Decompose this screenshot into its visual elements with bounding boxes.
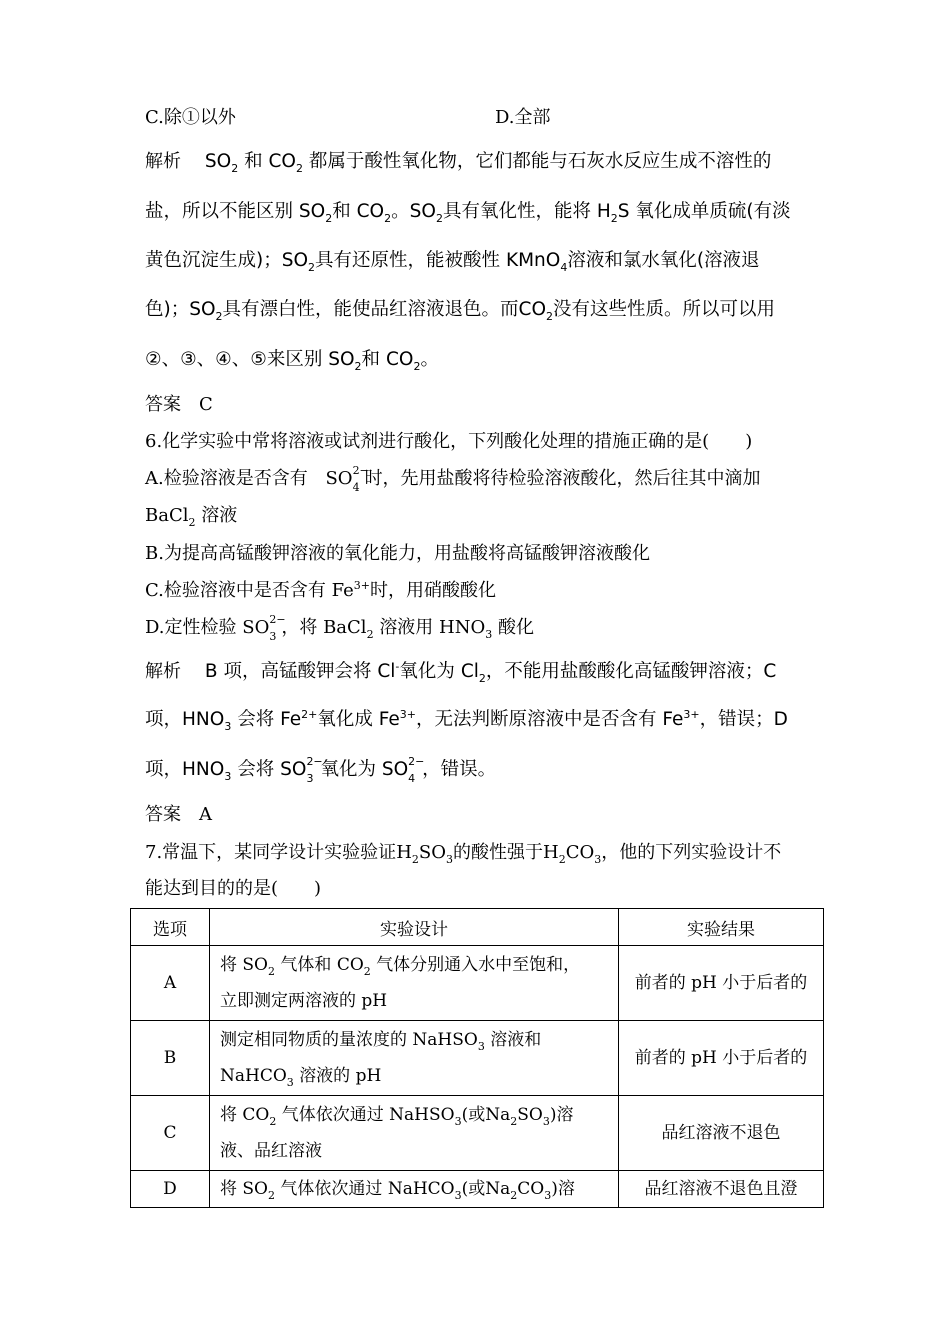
table-row xyxy=(131,1171,824,1208)
table-cell-option: D xyxy=(131,1171,210,1208)
ion-so4: SO 2− 4 xyxy=(325,464,369,494)
table-row xyxy=(131,1021,824,1096)
q5-option-d: D.全部 xyxy=(495,107,551,128)
q6-option-a-line-2: BaCl$_2$ 溶液 xyxy=(145,505,238,529)
table-cell-design: 测定相同物质的量浓度的 NaHSO$_3$ 溶液和 NaHCO$_3$ 溶液的 pH xyxy=(210,1021,619,1096)
table-cell-option: C xyxy=(131,1096,210,1171)
q5-explanation-line-2: 盐，所以不能区别 $SO_2$和 $CO_2$。$SO_2$具有氧化性，能将 $H_2S$ 氧化成单质硫(有淡 xyxy=(145,201,791,225)
table-cell-option: B xyxy=(131,1021,210,1096)
table-cell-result: 前者的 pH 小于后者的 xyxy=(619,1021,824,1096)
ion-so3: SO 2− 3 xyxy=(242,613,286,643)
answer-value: C xyxy=(199,394,213,415)
q5-answer xyxy=(145,393,213,417)
q7-stem-line-2: 能达到目的的是( ) xyxy=(145,878,322,899)
q6-explanation-line-1: 解析 B 项，高锰酸钾会将 Cl-氧化为 $Cl_2$，不能用盐酸酸化高锰酸钾溶液；C xyxy=(145,660,777,685)
table-cell-design: 将 $SO_2$ 气体和 $CO_2$ 气体分别通入水中至饱和， 立即测定两溶液的 pH xyxy=(210,946,619,1021)
table-row xyxy=(131,1096,824,1171)
formula-co2: CO xyxy=(268,151,296,172)
table-header-row xyxy=(131,909,824,946)
table-cell-design: 将 $SO_2$ 气体依次通过 NaHCO$_3$(或$Na_2CO_3$)溶 xyxy=(210,1171,619,1208)
q5-explanation-line-5: ②、③、④、⑤来区别 $SO_2$和 $CO_2$。 xyxy=(145,349,439,373)
q5-explanation-line-4: 色)；$SO_2$具有漂白性，能使品红溶液退色。而$CO_2$没有这些性质。所以可以用 xyxy=(145,299,776,323)
q6-option-b: B.为提高高锰酸钾溶液的氧化能力，用盐酸将高锰酸钾溶液酸化 xyxy=(145,543,650,564)
q7-stem-line-1: 7.常温下，某同学设计实验验证$H_2SO_3$的酸性强于$H_2CO_3$，他的下列实验设计不 xyxy=(145,842,782,866)
q6-option-a-line-1: A.检验溶液是否含有 SO 2− 4 时，先用盐酸将待检验溶液酸化，然后往其中滴加 xyxy=(145,464,761,494)
q6-explanation-line-2: 项，$HNO_3$ 会将 $Fe^{2+}$氧化成 $Fe^{3+}$，无法判断原溶液中是否含有 $Fe^{3+}$，错误；D xyxy=(145,708,788,733)
table-header: 选项 xyxy=(131,909,210,946)
table-cell-result: 前者的 pH 小于后者的 xyxy=(619,946,824,1021)
table-cell-result: 品红溶液不退色 xyxy=(619,1096,824,1171)
q6-option-d: D.定性检验 SO 2− 3 ，将 BaCl$_2$ 溶液用 $HNO_3$ 酸化 xyxy=(145,613,534,643)
q5-explanation-line-1: 解析 $SO_2$ 和 $CO_2$ 都属于酸性氧化物，它们都能与石灰水反应生成不溶性的 xyxy=(145,151,772,175)
answer-label: 答案 xyxy=(145,394,181,415)
table-header: 实验结果 xyxy=(619,909,824,946)
table-header: 实验设计 xyxy=(210,909,619,946)
experiment-table xyxy=(130,908,824,1208)
q6-option-c: C.检验溶液中是否含有 $Fe^{3+}$时，用硝酸酸化 xyxy=(145,579,496,601)
table-row xyxy=(131,946,824,1021)
jiexi-label: 解析 xyxy=(145,151,181,172)
formula-so2: SO xyxy=(204,151,232,172)
q6-answer: 答案 A xyxy=(145,804,212,825)
q6-stem: 6.化学实验中常将溶液或试剂进行酸化，下列酸化处理的措施正确的是( ) xyxy=(145,431,753,452)
table-cell-option: A xyxy=(131,946,210,1021)
q5-options-row xyxy=(145,106,551,130)
table-cell-design: 将 $CO_2$ 气体依次通过 NaHSO$_3$(或$Na_2SO_3$)溶 液、品红溶液 xyxy=(210,1096,619,1171)
table-cell-result: 品红溶液不退色且澄 xyxy=(619,1171,824,1208)
q6-explanation-line-3: 项，$HNO_3$ 会将 SO 2− 3 氧化为 SO 2− 4 ，错误。 xyxy=(145,755,497,785)
q5-explanation-line-3: 黄色沉淀生成)；$SO_2$具有还原性，能被酸性 KMnO$_4$溶液和氯水氧化(溶液退 xyxy=(145,250,760,274)
q5-option-c: C.除①以外 xyxy=(145,107,236,128)
